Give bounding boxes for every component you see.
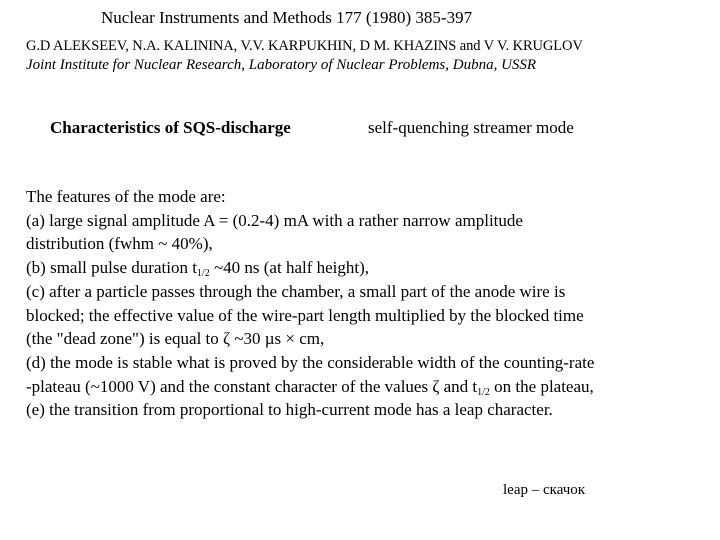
feature-c-line-3: (the "dead zone") is equal to ζ ~30 µs × cm, (26, 329, 325, 349)
feature-b-subscript: 1/2 (196, 268, 210, 280)
institute-affiliation: Joint Institute for Nuclear Research, Laboratory of Nuclear Problems, Dubna, USSR (26, 57, 537, 73)
feature-d-line-1: (d) the mode is stable what is proved by the considerable width of the counting-rate (26, 352, 595, 372)
feature-a-line-2: distribution (fwhm ~ 40%), (26, 234, 213, 254)
feature-c-line-2: blocked; the effective value of the wire-part length multiplied by the blocked time (26, 305, 584, 325)
mode-name: self-quenching streamer mode (368, 118, 574, 137)
section-heading: Characteristics of SQS-discharge (50, 118, 291, 137)
feature-b-pre: (b) small pulse duration t (26, 258, 197, 278)
journal-citation: Nuclear Instruments and Methods 177 (1980) 385-397 (101, 8, 473, 27)
feature-e-line-1: (e) the transition from proportional to high-current mode has a leap character. (26, 400, 553, 420)
author-list: G.D ALEKSEEV, N.A. KALININA, V.V. KARPUKHIN, D M. KHAZINS and V V. KRUGLOV (26, 38, 583, 54)
feature-b-post: ~40 ns (at half height), (209, 258, 370, 278)
feature-b (26, 256, 706, 280)
features-intro: The features of the mode are: (26, 187, 226, 206)
translation-note: leap – скачок (503, 482, 586, 498)
feature-d-line-2 (26, 375, 706, 399)
feature-d-post: on the plateau, (489, 376, 594, 396)
feature-d-pre: -plateau (~1000 V) and the constant character of the values ζ and t (26, 376, 478, 396)
features-text (26, 185, 706, 422)
feature-a-line-1: (a) large signal amplitude A = (0.2-4) mA with a rather narrow amplitude (26, 210, 523, 230)
feature-d-subscript: 1/2 (477, 386, 490, 398)
feature-c-line-1: (c) after a particle passes through the chamber, a small part of the anode wire is (26, 281, 566, 301)
